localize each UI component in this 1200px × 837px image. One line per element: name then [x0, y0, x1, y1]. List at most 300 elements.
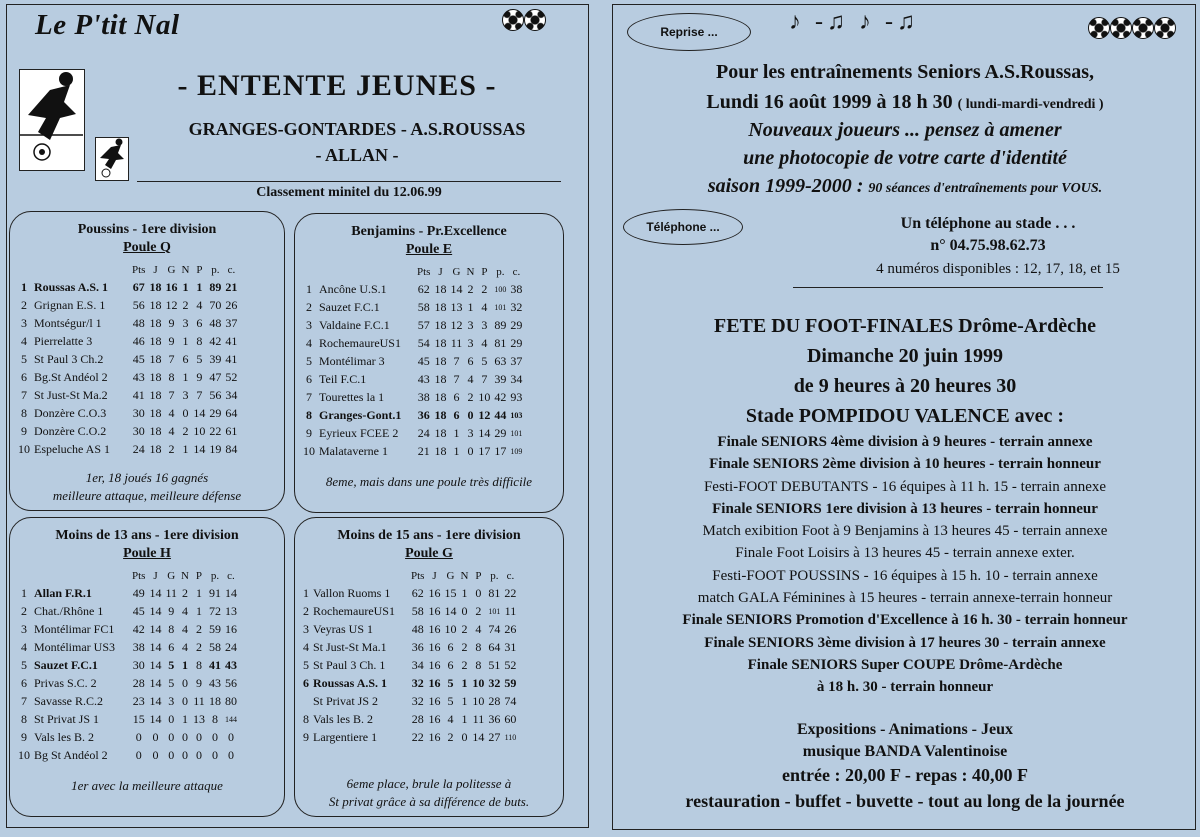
team-name: Sauzet F.C.1 [34, 657, 98, 672]
stat-cell: 32 [488, 675, 501, 690]
column-header: P [196, 264, 203, 276]
stat-cell: 101 [488, 606, 501, 616]
column-header: Pts [417, 266, 431, 278]
table-note: 1er avec la meilleure attaque [71, 778, 223, 793]
table-row [16, 440, 239, 458]
stat-cell: 18 [434, 389, 447, 404]
team-name: Vallon Ruoms 1 [313, 585, 391, 600]
sessions-note: 90 séances d'entraînements pour VOUS. [868, 181, 1103, 196]
table-group: Poule Q [123, 240, 171, 255]
stat-cell: 30 [132, 423, 145, 438]
stat-cell: 9 [168, 603, 175, 618]
stat-cell: 2 [447, 729, 454, 744]
table-row [16, 386, 239, 404]
stat-cell: 44 [494, 407, 507, 422]
column-header: c. [227, 264, 236, 276]
rank-cell: 2 [303, 603, 309, 618]
column-header: P [475, 570, 482, 582]
stat-cell: 2 [195, 621, 202, 636]
stat-cell: 32 [411, 675, 424, 690]
stat-cell: 16 [428, 585, 441, 600]
stat-cell: 91 [208, 585, 221, 600]
stat-cell: 0 [182, 405, 189, 420]
stat-cell: 64 [488, 639, 501, 654]
header-spacer [32, 568, 130, 584]
table-row [301, 656, 518, 674]
stat-cell: 32 [510, 299, 523, 314]
column-header: N [466, 266, 475, 278]
stat-cell: 1 [461, 711, 468, 726]
stat-cell: 1 [195, 585, 202, 600]
stat-cell: 16 [428, 657, 441, 672]
stat-cell: 7 [168, 351, 175, 366]
right-panel [612, 4, 1196, 830]
table-note: 8eme, mais dans une poule très difficile [325, 474, 533, 489]
table-row [16, 314, 239, 332]
stat-cell: 0 [168, 711, 175, 726]
fete-date: Dimanche 20 juin 1999 [806, 345, 1004, 367]
rank-cell [301, 692, 311, 710]
team-name: Montségur/l 1 [34, 315, 102, 330]
column-header: Pts [132, 570, 146, 582]
table-row [16, 674, 239, 692]
stat-cell: 10 [193, 423, 206, 438]
column-header: N [460, 570, 469, 582]
stat-cell: 14 [444, 603, 457, 618]
stat-cell: 16 [428, 675, 441, 690]
stat-cell: 16 [428, 729, 441, 744]
standings-table [16, 262, 239, 458]
stat-cell: 49 [132, 585, 145, 600]
stat-cell: 39 [494, 371, 507, 386]
team-name: Malataverne 1 [319, 443, 388, 458]
rank-cell: 1 [21, 279, 27, 294]
stat-cell: 13 [450, 299, 463, 314]
team-name: Teil F.C.1 [319, 371, 367, 386]
table-note-2: meilleure attaque, meilleure défense [52, 488, 242, 503]
team-name: Grignan E.S. 1 [34, 297, 106, 312]
table-row [16, 584, 239, 602]
stat-cell: 0 [135, 729, 142, 744]
stat-cell: 0 [461, 729, 468, 744]
stat-cell: 58 [411, 603, 424, 618]
stat-cell: 9 [195, 675, 202, 690]
rank-cell: 2 [21, 603, 27, 618]
left-panel [6, 4, 589, 828]
stat-cell: 18 [149, 297, 162, 312]
stat-cell: 93 [510, 389, 523, 404]
stat-cell: 10 [444, 621, 457, 636]
stat-cell: 34 [510, 371, 523, 386]
table-group: Poule E [405, 242, 453, 257]
team-name: St Just-St Ma.2 [34, 387, 108, 402]
stat-cell: 2 [182, 423, 189, 438]
stat-cell: 4 [481, 335, 488, 350]
stat-cell: 11 [450, 335, 463, 350]
stat-cell: 14 [224, 585, 237, 600]
stat-cell: 29 [494, 425, 507, 440]
rank-cell: 5 [21, 351, 27, 366]
stat-cell: 12 [165, 297, 178, 312]
stat-cell: 7 [453, 353, 460, 368]
table-row [301, 406, 524, 424]
stat-cell: 11 [504, 603, 517, 618]
stat-cell: 9 [168, 333, 175, 348]
stat-cell: 18 [149, 351, 162, 366]
football-icon [502, 9, 524, 31]
stat-cell: 26 [225, 297, 238, 312]
stat-cell: 38 [417, 389, 430, 404]
stat-cell: 15 [132, 711, 145, 726]
stat-cell: 1 [453, 425, 460, 440]
stat-cell: 45 [132, 351, 145, 366]
stat-cell: 67 [132, 279, 145, 294]
stat-cell: 0 [168, 747, 175, 762]
stat-cell: 14 [149, 693, 162, 708]
program-list [613, 431, 1197, 699]
rank-cell: 9 [21, 729, 27, 744]
rank-cell: 9 [21, 423, 27, 438]
stat-cell: 48 [132, 315, 145, 330]
stat-cell: 0 [475, 585, 482, 600]
stat-cell: 21 [225, 279, 238, 294]
stat-cell: 18 [434, 425, 447, 440]
stat-cell: 30 [132, 657, 145, 672]
stat-cell: 38 [132, 639, 145, 654]
stat-cell: 81 [494, 335, 507, 350]
table-row [16, 296, 239, 314]
stat-cell: 5 [196, 351, 203, 366]
stat-cell: 13 [224, 603, 237, 618]
stat-cell: 89 [494, 317, 507, 332]
table-row [16, 404, 239, 422]
rank-cell: 1 [306, 281, 312, 296]
stat-cell: 1 [182, 279, 189, 294]
column-header: c. [506, 570, 515, 582]
stat-cell: 14 [149, 585, 162, 600]
stat-cell: 2 [195, 639, 202, 654]
rank-cell: 7 [306, 389, 312, 404]
stat-cell: 3 [467, 425, 474, 440]
stat-cell: 10 [472, 675, 485, 690]
team-name: Eyrieux FCEE 2 [319, 425, 399, 440]
stat-cell: 1 [182, 369, 189, 384]
stat-cell: 18 [434, 443, 447, 458]
column-header: c. [512, 266, 521, 278]
stat-cell: 0 [152, 729, 159, 744]
stat-cell: 14 [149, 675, 162, 690]
column-header: J [438, 266, 443, 278]
stat-cell: 1 [461, 693, 468, 708]
stat-cell: 18 [434, 353, 447, 368]
phone-line-1: Un téléphone au stade . . . [900, 215, 1076, 232]
stat-cell: 41 [225, 333, 238, 348]
player-logo-small [95, 137, 129, 181]
stat-cell: 46 [132, 333, 145, 348]
table-row [301, 674, 518, 692]
stat-cell: 41 [208, 657, 221, 672]
stat-cell: 29 [209, 405, 222, 420]
stat-cell: 18 [434, 299, 447, 314]
stat-cell: 0 [182, 675, 188, 690]
table-row [16, 278, 239, 296]
column-header: J [153, 570, 158, 582]
table-row [301, 316, 524, 334]
stat-cell: 10 [472, 693, 485, 708]
stat-cell: 101 [494, 302, 507, 312]
stat-cell: 1 [196, 279, 203, 294]
stat-cell: 52 [225, 369, 238, 384]
stat-cell: 3 [467, 335, 474, 350]
table-row [16, 602, 239, 620]
stat-cell: 43 [132, 369, 145, 384]
stat-cell: 18 [434, 281, 447, 296]
stat-cell: 16 [428, 711, 441, 726]
stat-cell: 5 [168, 675, 175, 690]
stat-cell: 0 [461, 603, 468, 618]
stat-cell: 37 [225, 315, 238, 330]
team-name: Sauzet F.C.1 [319, 299, 380, 314]
stat-cell: 101 [510, 428, 523, 438]
stat-cell: 110 [504, 732, 517, 742]
team-name: Pierrelatte 3 [34, 333, 93, 348]
stat-cell: 100 [494, 284, 507, 294]
standings-box-benjamins [294, 213, 564, 513]
stat-cell: 4 [196, 297, 203, 312]
rank-cell: 4 [21, 639, 27, 654]
standings-table [16, 568, 239, 764]
stat-cell: 2 [475, 603, 482, 618]
stat-cell: 1 [461, 585, 468, 600]
rank-cell: 8 [306, 407, 312, 422]
stat-cell: 0 [135, 747, 142, 762]
table-row [301, 334, 524, 352]
stat-cell: 4 [182, 639, 188, 654]
stat-cell: 4 [168, 405, 175, 420]
fete-title: FETE DU FOOT-FINALES Drôme-Ardèche [713, 315, 1097, 337]
column-header: c. [227, 570, 235, 582]
stat-cell: 54 [417, 335, 430, 350]
table-row [301, 692, 518, 710]
stat-cell: 18 [434, 317, 447, 332]
season: saison 1999-2000 : [707, 175, 864, 197]
table-row [301, 620, 518, 638]
rank-cell: 8 [21, 405, 27, 420]
stat-cell: 14 [149, 711, 162, 726]
table-note: 1er, 18 joués 16 gagnés [85, 470, 209, 485]
column-header: P [195, 570, 203, 582]
stat-cell: 57 [417, 317, 430, 332]
speech-bubble-telephone: Téléphone ... [623, 209, 743, 245]
stat-cell: 12 [450, 317, 463, 332]
program-item: Finale Foot Loisirs à 13 heures 45 - terrain annexe exter. [735, 545, 1075, 562]
divider [137, 181, 561, 182]
table-row [301, 584, 518, 602]
header-spacer [311, 568, 409, 584]
stat-cell: 18 [434, 335, 447, 350]
football-icon [1110, 17, 1132, 39]
stat-cell: 144 [224, 714, 237, 724]
stat-cell: 8 [475, 657, 482, 672]
team-name: Veyras US 1 [313, 621, 373, 636]
stat-cell: 29 [510, 335, 523, 350]
extra-line-4: restauration - buffet - buvette - tout au long de la journée [685, 791, 1125, 811]
stat-cell: 81 [488, 585, 501, 600]
team-name: Bg.St Andéol 2 [34, 369, 108, 384]
stat-cell: 16 [165, 279, 178, 294]
rank-cell: 10 [18, 747, 30, 762]
team-name: Roussas A.S. 1 [34, 279, 109, 294]
rank-cell: 2 [21, 297, 27, 312]
stat-cell: 14 [478, 425, 491, 440]
header-spacer [16, 568, 32, 584]
stat-cell: 0 [467, 407, 474, 422]
stat-cell: 38 [510, 281, 523, 296]
table-row [16, 656, 239, 674]
table-group: Poule H [123, 546, 171, 561]
table-row [16, 368, 239, 386]
stat-cell: 22 [411, 729, 424, 744]
stat-cell: 0 [211, 729, 218, 744]
stat-cell: 109 [510, 446, 523, 456]
header-spacer [16, 262, 32, 278]
stat-cell: 18 [149, 369, 162, 384]
stat-cell: 6 [453, 407, 460, 422]
stat-cell: 0 [211, 747, 218, 762]
subtitle: GRANGES-GONTARDES - A.S.ROUSSAS [188, 119, 526, 139]
rank-cell: 6 [21, 369, 27, 384]
stat-cell: 59 [208, 621, 221, 636]
stat-cell: 18 [149, 441, 162, 456]
stat-cell: 5 [447, 693, 454, 708]
rank-cell: 7 [21, 693, 27, 708]
soccer-player-icon [96, 138, 127, 179]
stat-cell: 18 [149, 315, 162, 330]
table-header-row [301, 568, 518, 584]
stat-cell: 34 [411, 657, 424, 672]
stat-cell: 3 [182, 387, 189, 402]
team-name: Espeluche AS 1 [34, 441, 110, 456]
stat-cell: 3 [168, 693, 175, 708]
phone-number: n° 04.75.98.62.73 [930, 237, 1046, 254]
table-row [16, 692, 239, 710]
table-row [16, 350, 239, 368]
program-item: Finale SENIORS 1ere division à 13 heures - terrain honneur [712, 500, 1098, 517]
stat-cell: 30 [132, 405, 145, 420]
stat-cell: 2 [461, 639, 468, 654]
stat-cell: 16 [428, 639, 441, 654]
stat-cell: 22 [209, 423, 222, 438]
stat-cell: 62 [417, 281, 430, 296]
table-heading: Moins de 13 ans - 1ere division [55, 528, 239, 543]
rank-cell: 5 [21, 657, 27, 672]
stat-cell: 11 [165, 585, 178, 600]
stat-cell: 1 [467, 299, 474, 314]
stat-cell: 36 [411, 639, 424, 654]
rank-cell: 5 [303, 657, 309, 672]
seniors-line-5 [613, 175, 1197, 198]
stat-cell: 7 [453, 371, 460, 386]
stat-cell: 0 [168, 729, 175, 744]
stat-cell: 17 [494, 443, 507, 458]
rank-cell: 6 [21, 675, 27, 690]
table-row [301, 602, 518, 620]
table-heading: Poussins - 1ere division [77, 222, 217, 237]
stat-cell: 3 [182, 315, 189, 330]
column-header: G [452, 266, 461, 278]
header-spacer [32, 262, 130, 278]
table-row [16, 728, 239, 746]
stat-cell: 8 [168, 369, 175, 384]
music-notes-icon: ♪ -♫ ♪ -♫ [789, 9, 919, 35]
program-item: Festi-FOOT POUSSINS - 16 équipes à 15 h. 10 - terrain annexe [712, 567, 1098, 584]
rank-cell: 4 [306, 335, 312, 350]
stat-cell: 62 [411, 585, 424, 600]
extra-line-2: musique BANDA Valentinoise [802, 743, 1008, 760]
table-row [301, 298, 524, 316]
stat-cell: 2 [481, 281, 488, 296]
table-heading: Moins de 15 ans - 1ere division [337, 528, 521, 543]
table-row [16, 620, 239, 638]
table-row [16, 638, 239, 656]
column-header: Pts [132, 264, 146, 276]
column-header: p. [210, 570, 220, 582]
stat-cell: 60 [504, 711, 517, 726]
stat-cell: 9 [168, 315, 175, 330]
stat-cell: 19 [209, 441, 222, 456]
stat-cell: 1 [453, 443, 460, 458]
stat-cell: 4 [467, 371, 474, 386]
team-name: Savasse R.C.2 [34, 693, 103, 708]
stat-cell: 14 [193, 405, 206, 420]
stat-cell: 70 [209, 297, 222, 312]
stat-cell: 23 [132, 693, 145, 708]
stat-cell: 0 [195, 729, 202, 744]
rank-cell: 3 [306, 317, 312, 332]
stat-cell: 14 [149, 639, 162, 654]
stat-cell: 0 [227, 747, 234, 762]
table-row [301, 442, 524, 460]
column-header: N [181, 264, 190, 276]
stat-cell: 6 [467, 353, 474, 368]
stat-cell: 13 [192, 711, 205, 726]
program-item: Finale SENIORS Super COUPE Drôme-Ardèche [747, 656, 1063, 673]
stat-cell: 12 [478, 407, 491, 422]
stat-cell: 51 [488, 657, 501, 672]
rank-cell: 2 [306, 299, 312, 314]
stat-cell: 16 [428, 693, 441, 708]
team-name: Montélimar FC1 [34, 621, 115, 636]
stat-cell: 24 [132, 441, 145, 456]
team-name: Valdaine F.C.1 [319, 317, 390, 332]
program-item: Finale SENIORS 4ème division à 9 heures - terrain annexe [717, 434, 1093, 450]
table-row [16, 710, 239, 728]
stat-cell: 56 [209, 387, 222, 402]
stat-cell: 84 [225, 441, 238, 456]
rank-cell: 8 [303, 711, 309, 726]
stat-cell: 74 [504, 693, 517, 708]
stat-cell: 7 [481, 371, 488, 386]
rank-cell: 5 [306, 353, 312, 368]
team-name: Montélimar US3 [34, 639, 115, 654]
team-name: St Privat JS 1 [34, 711, 100, 726]
team-name: Vals les B. 2 [34, 729, 94, 744]
team-name: Chat./Rhône 1 [34, 603, 104, 618]
stat-cell: 17 [478, 443, 491, 458]
divider [793, 287, 1103, 288]
rank-cell: 6 [306, 371, 312, 386]
football-icons [1088, 17, 1176, 39]
